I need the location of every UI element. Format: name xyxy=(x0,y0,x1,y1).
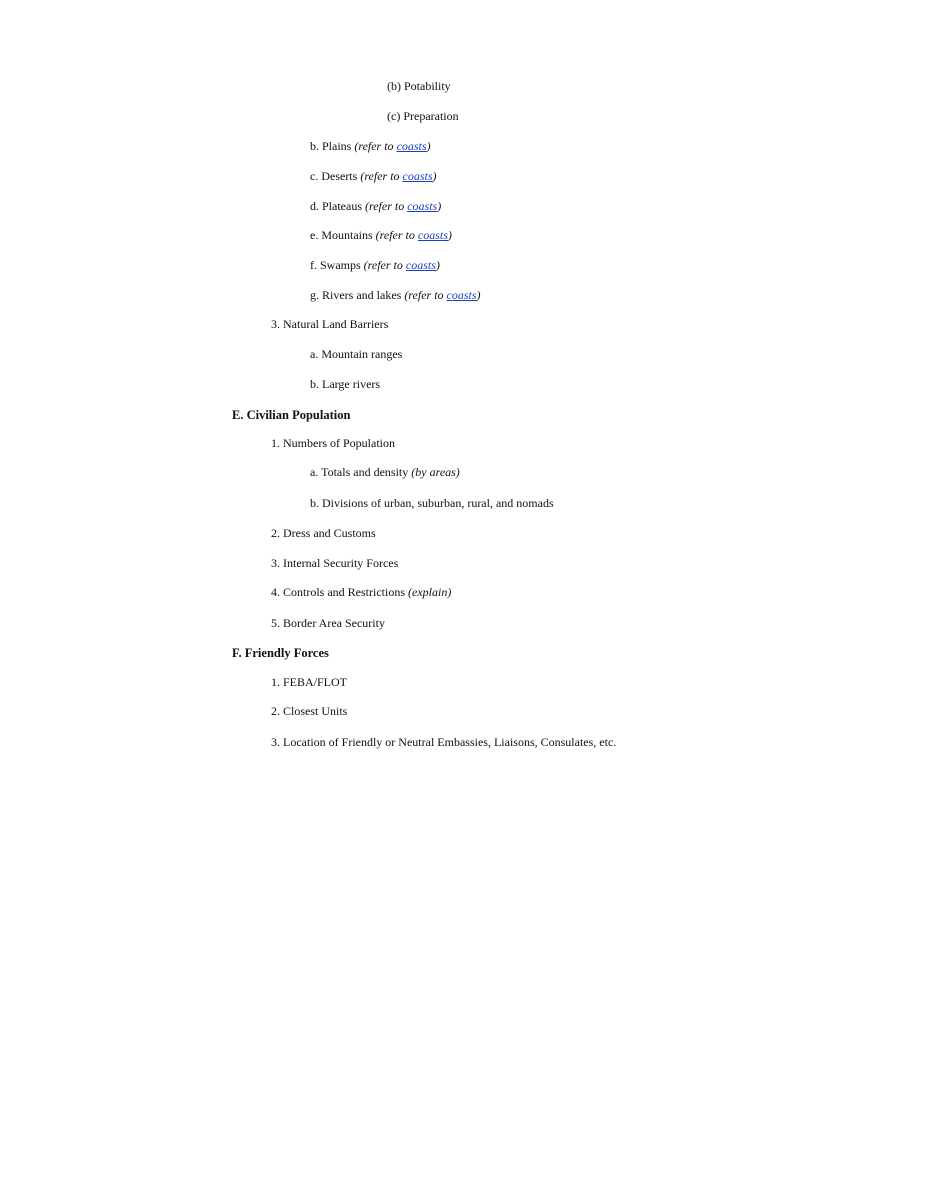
item-text: a. Totals and density xyxy=(310,465,412,479)
outline-item-rivers-lakes xyxy=(310,288,481,302)
outline-item-plains xyxy=(310,139,431,153)
note-close: ) xyxy=(476,288,481,302)
outline-item-mountains xyxy=(310,228,452,242)
coasts-link[interactable]: coasts xyxy=(405,258,436,272)
coasts-link[interactable]: coasts xyxy=(402,169,433,183)
outline-item-deserts xyxy=(310,169,437,183)
outline-item-mountain-ranges: a. Mountain ranges xyxy=(310,347,403,361)
note-close: ) xyxy=(435,258,440,272)
note-close: ) xyxy=(432,169,437,183)
coasts-link[interactable]: coasts xyxy=(446,288,477,302)
item-text: c. Deserts xyxy=(310,169,361,183)
outline-item-dress-customs: 2. Dress and Customs xyxy=(271,526,376,540)
outline-item-swamps xyxy=(310,258,440,272)
note-open: (refer to xyxy=(360,169,403,183)
coasts-link[interactable]: coasts xyxy=(407,199,438,213)
section-heading-friendly-forces: F. Friendly Forces xyxy=(232,646,329,660)
note-open: (refer to xyxy=(375,228,418,242)
outline-item-feba-flot: 1. FEBA/FLOT xyxy=(271,675,348,689)
outline-item-large-rivers: b. Large rivers xyxy=(310,377,381,391)
outline-item-numbers-of-population: 1. Numbers of Population xyxy=(271,436,395,450)
coasts-link[interactable]: coasts xyxy=(396,139,427,153)
outline-item-totals-density xyxy=(310,465,460,479)
item-text: 4. Controls and Restrictions xyxy=(271,585,408,599)
note-close: ) xyxy=(437,199,442,213)
outline-item-location-embassies: 3. Location of Friendly or Neutral Embassies, Liaisons, Consulates, etc. xyxy=(271,735,617,749)
note-open: (refer to xyxy=(404,288,447,302)
outline-item-closest-units: 2. Closest Units xyxy=(271,704,348,718)
note: (explain) xyxy=(408,585,452,599)
outline-item-border-area-security: 5. Border Area Security xyxy=(271,616,385,630)
item-text: f. Swamps xyxy=(310,258,364,272)
outline-item-internal-security: 3. Internal Security Forces xyxy=(271,556,399,570)
outline-item-controls-restrictions xyxy=(271,585,451,599)
note-open: (refer to xyxy=(363,258,406,272)
outline-item-divisions: b. Divisions of urban, suburban, rural, and nomads xyxy=(310,496,554,510)
note-open: (refer to xyxy=(354,139,397,153)
note-close: ) xyxy=(447,228,452,242)
item-text: g. Rivers and lakes xyxy=(310,288,405,302)
outline-item-potability: (b) Potability xyxy=(387,79,451,93)
outline-item-preparation: (c) Preparation xyxy=(387,109,459,123)
coasts-link[interactable]: coasts xyxy=(417,228,448,242)
section-heading-civilian-population: E. Civilian Population xyxy=(232,408,351,422)
note-open: (refer to xyxy=(365,199,408,213)
item-text: d. Plateaus xyxy=(310,199,365,213)
outline-item-plateaus xyxy=(310,199,441,213)
outline-item-natural-land-barriers: 3. Natural Land Barriers xyxy=(271,317,389,331)
note: (by areas) xyxy=(411,465,460,479)
note-close: ) xyxy=(426,139,431,153)
item-text: e. Mountains xyxy=(310,228,376,242)
item-text: b. Plains xyxy=(310,139,355,153)
